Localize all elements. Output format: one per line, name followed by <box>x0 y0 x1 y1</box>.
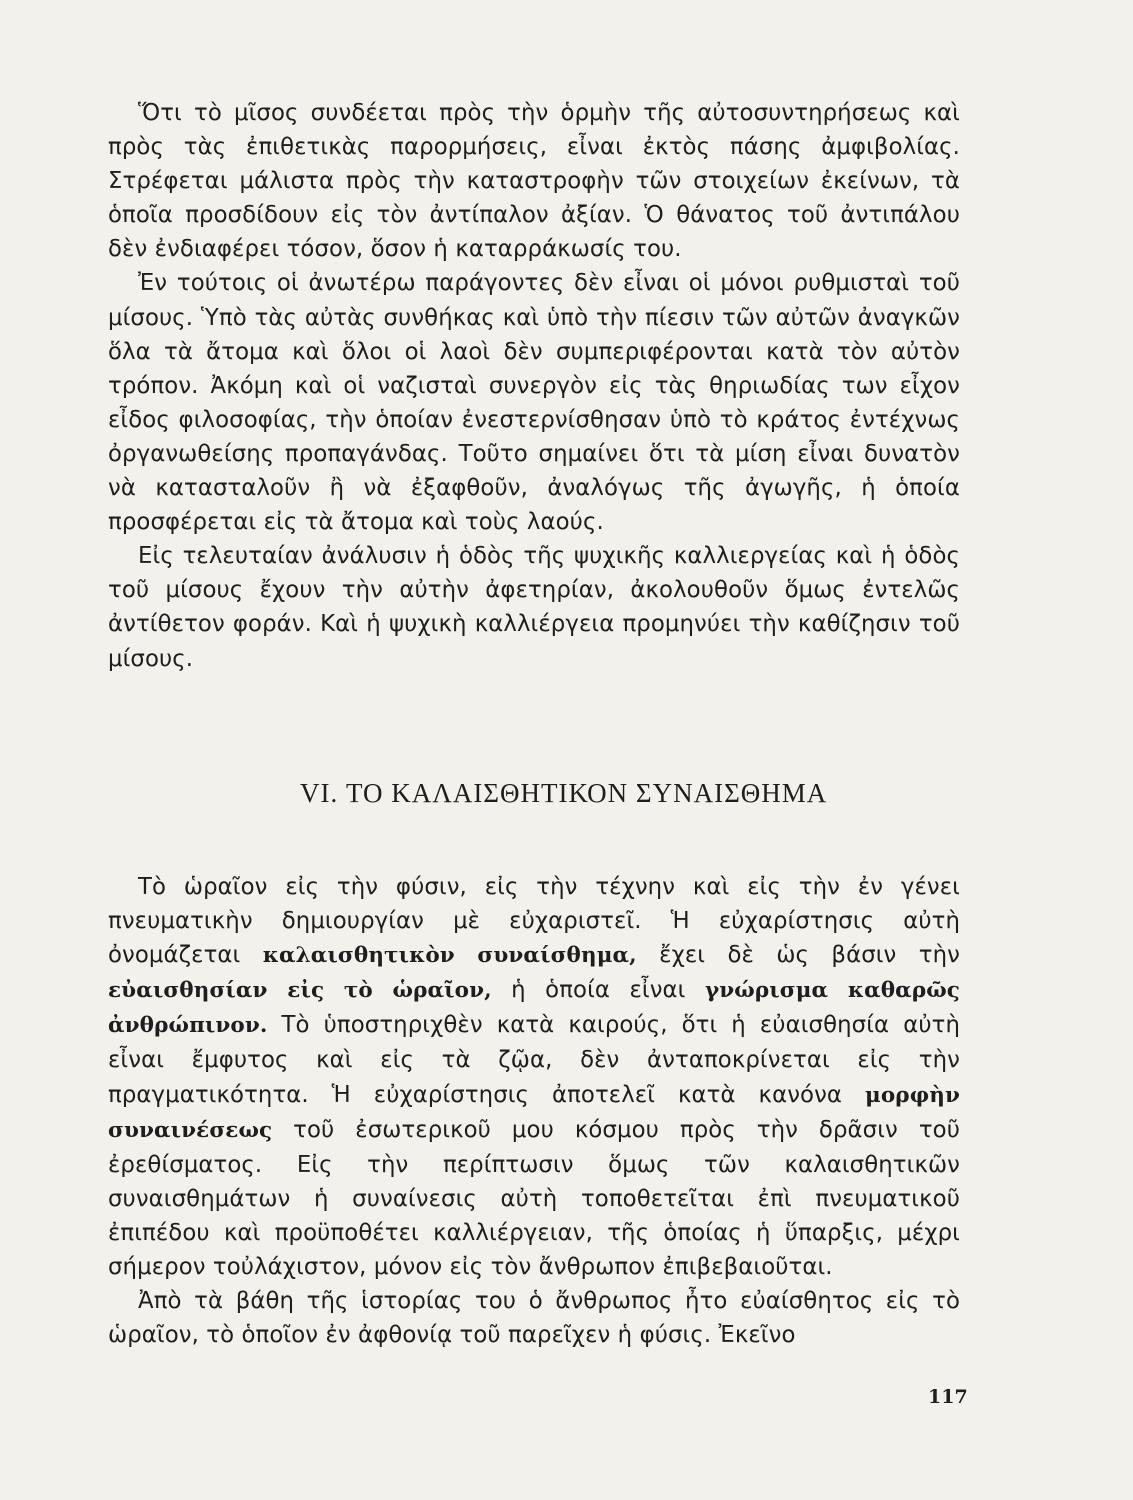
paragraph-hatred-cultivation: Εἰς τελευταίαν ἀνάλυσιν ἡ ὁδὸς τῆς ψυχικῆς καλλιεργείας καὶ ἡ ὁδὸς τοῦ μίσους ἔχουν τὴν αὐτὴν ἀφετηρίαν, ἀκολουθοῦν ὅμως ἐντελῶς ἀντίθετον φοράν. Καὶ ἡ ψυχικὴ καλλιέργεια προμηνύει τὴν καθίζησιν τοῦ μίσους. <box>108 543 960 672</box>
paragraph-text: ἔχει δὲ ὡς βάσιν τὴν <box>636 942 960 969</box>
paragraph-text: Τὸ ὡραῖον εἰς τὴν φύσιν, εἰς τὴν τέχνην καὶ εἰς τὴν ἐν γένει πνευματικὴν δημιουργίαν μὲ εὐχαριστεῖ. Ἡ εὐχαρίστησις αὐτὴ ὀνομάζεται <box>108 874 960 969</box>
paragraph-history-beauty: Ἀπὸ τὰ βάθη τῆς ἱστορίας του ὁ ἄνθρωπος ἦτο εὐαίσθητος εἰς τὸ ὡραῖον, τὸ ὁποῖον ἐν ἀφθονίᾳ τοῦ παρεῖχεν ἡ φύσις. Ἐκεῖνο <box>108 1288 960 1349</box>
bold-term-sensitivity: εὐαισθησίαν εἰς τὸ ὡραῖον, <box>108 978 492 1004</box>
bold-term-human-trait: γνώρισμα καθαρῶς ἀνθρώπινον. <box>108 978 960 1039</box>
section-aesthetic-text <box>108 870 960 1352</box>
bold-term-aesthetic-feeling: καλαισθητικὸν συναίσθημα, <box>262 943 637 969</box>
paragraph-aesthetic-definition <box>108 870 960 1284</box>
chapter-heading: VI. ΤΟ ΚΑΛΑΙΣΘΗΤΙΚΟΝ ΣΥΝΑΙΣΘΗΜΑ <box>300 778 828 808</box>
paragraph-text: ἡ ὁποία εἶναι <box>491 977 705 1004</box>
bold-term-consent: μορφὴν συναινέσεως <box>108 1082 960 1143</box>
page-number: 117 <box>928 1386 968 1408</box>
paragraph-text: Τὸ ὑποστηριχθὲν κατὰ καιρούς, ὅτι ἡ εὐαισθησία αὐτὴ εἶναι ἔμφυτος καὶ εἰς τὰ ζῷα, δὲν ἀνταποκρίνεται εἰς τὴν πραγματικότητα. Ἡ εὐχαρίστησις ἀποτελεῖ κατὰ κανόνα <box>108 1012 960 1108</box>
paragraph-hatred-self-preservation: Ὅτι τὸ μῖσος συνδέεται πρὸς τὴν ὁρμὴν τῆς αὐτοσυντηρήσεως καὶ πρὸς τὰς ἐπιθετικὰς παρορμήσεις, εἶναι ἐκτὸς πάσης ἀμφιβολίας. Στρέφεται μάλιστα πρὸς τὴν καταστροφὴν τῶν στοιχείων ἐκείνων, τὰ ὁποῖα προσδίδουν εἰς τὸν ἀντίπαλον ἀξίαν. Ὁ θάνατος τοῦ ἀντιπάλου δὲν ἐνδιαφέρει τόσον, ὅσον ἡ καταρράκωσίς του. <box>108 100 960 263</box>
section-hatred-text <box>108 96 960 676</box>
paragraph-hatred-regulators: Ἐν τούτοις οἱ ἀνωτέρω παράγοντες δὲν εἶναι οἱ μόνοι ρυθμισταὶ τοῦ μίσους. Ὑπὸ τὰς αὐτὰς συνθήκας καὶ ὑπὸ τὴν πίεσιν τῶν αὐτῶν ἀναγκῶν ὅλα τὰ ἄτομα καὶ ὅλοι οἱ λαοὶ δὲν συμπεριφέρονται κατὰ τὸν αὐτὸν τρόπον. Ἀκόμη καὶ οἱ ναζισταὶ συνεργὸν εἰς τὰς θηριωδίας των εἶχον εἶδος φιλοσοφίας, τὴν ὁποίαν ἐνεστερνίσθησαν ὑπὸ τὸ κράτος ἐντέχνως ὀργανωθείσης προπαγάνδας. Τοῦτο σημαίνει ὅτι τὰ μίση εἶναι δυνατὸν νὰ κατασταλοῦν ἢ νὰ ἐξαφθοῦν, ἀναλόγως τῆς ἀγωγῆς, ἡ ὁποία προσφέρεται εἰς τὰ ἄτομα καὶ τοὺς λαούς. <box>108 270 960 536</box>
paragraph-text: τοῦ ἐσωτερικοῦ μου κόσμου πρὸς τὴν δρᾶσιν τοῦ ἐρεθίσματος. Εἰς τὴν περίπτωσιν ὅμως τῶν καλαισθητικῶν συναισθημάτων ἡ συναίνεσις αὐτὴ τοποθετεῖται ἐπὶ πνευματικοῦ ἐπιπέδου καὶ προϋποθέτει καλλιέργειαν, τῆς ὁποίας ἡ ὕπαρξις, μέχρι σήμερον τοὐλάχιστον, μόνον εἰς τὸν ἄνθρωπον ἐπιβεβαιοῦται. <box>108 1116 960 1281</box>
